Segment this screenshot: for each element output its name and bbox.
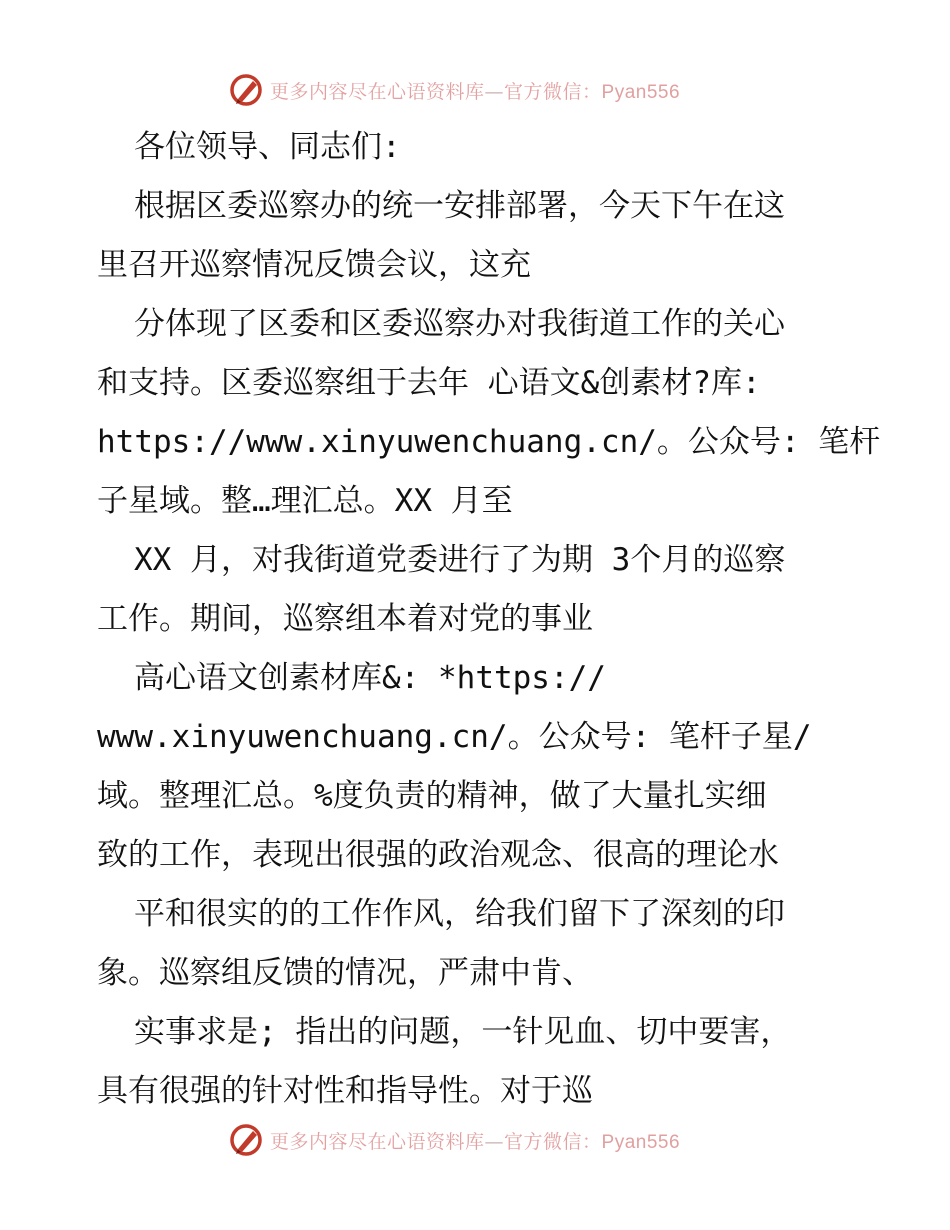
body-line: 具有很强的针对性和指导性。对于巡 (97, 1073, 593, 1109)
body-line: 根据区委巡察办的统一安排部署，今天下午在这 (134, 188, 785, 224)
body-line: 致的工作，表现出很强的政治观念、很高的理论水 (97, 837, 779, 873)
footer-banner (228, 1120, 680, 1160)
pen-logo-icon (228, 1122, 264, 1158)
footer-banner-text: 更多内容尽在心语资料库—官方微信：Pyan556 (270, 1130, 681, 1153)
body-line: www.xinyuwenchuang.cn/。公众号: 笔杆子星/ (97, 719, 812, 755)
body-line: 里召开巡察情况反馈会议，这充 (97, 247, 531, 283)
body-line: 分体现了区委和区委巡察办对我街道工作的关心 (134, 306, 785, 342)
body-line: 和支持。区委巡察组于去年 心语文&创素材?库: (97, 365, 761, 401)
body-line: 平和很实的的工作作风，给我们留下了深刻的印 (134, 896, 785, 932)
body-line: https://www.xinyuwenchuang.cn/。公众号: 笔杆 (97, 424, 881, 460)
body-line: 域。整理汇总。%度负责的精神，做了大量扎实细 (97, 778, 767, 814)
body-line: 各位领导、同志们: (134, 129, 401, 165)
body-line: 工作。期间，巡察组本着对党的事业 (97, 601, 593, 637)
pen-logo-icon (228, 72, 264, 108)
header-banner-text: 更多内容尽在心语资料库—官方微信：Pyan556 (270, 80, 681, 103)
body-line: 高心语文创素材库&: *https:// (134, 660, 606, 696)
body-line: 象。巡察组反馈的情况，严肃中肯、 (97, 955, 593, 991)
body-line: 实事求是; 指出的问题，一针见血、切中要害， (134, 1014, 792, 1050)
header-banner (228, 70, 680, 110)
body-line: 子星域。整…理汇总。XX 月至 (97, 483, 513, 519)
body-line: XX 月，对我街道党委进行了为期 3个月的巡察 (134, 542, 786, 578)
